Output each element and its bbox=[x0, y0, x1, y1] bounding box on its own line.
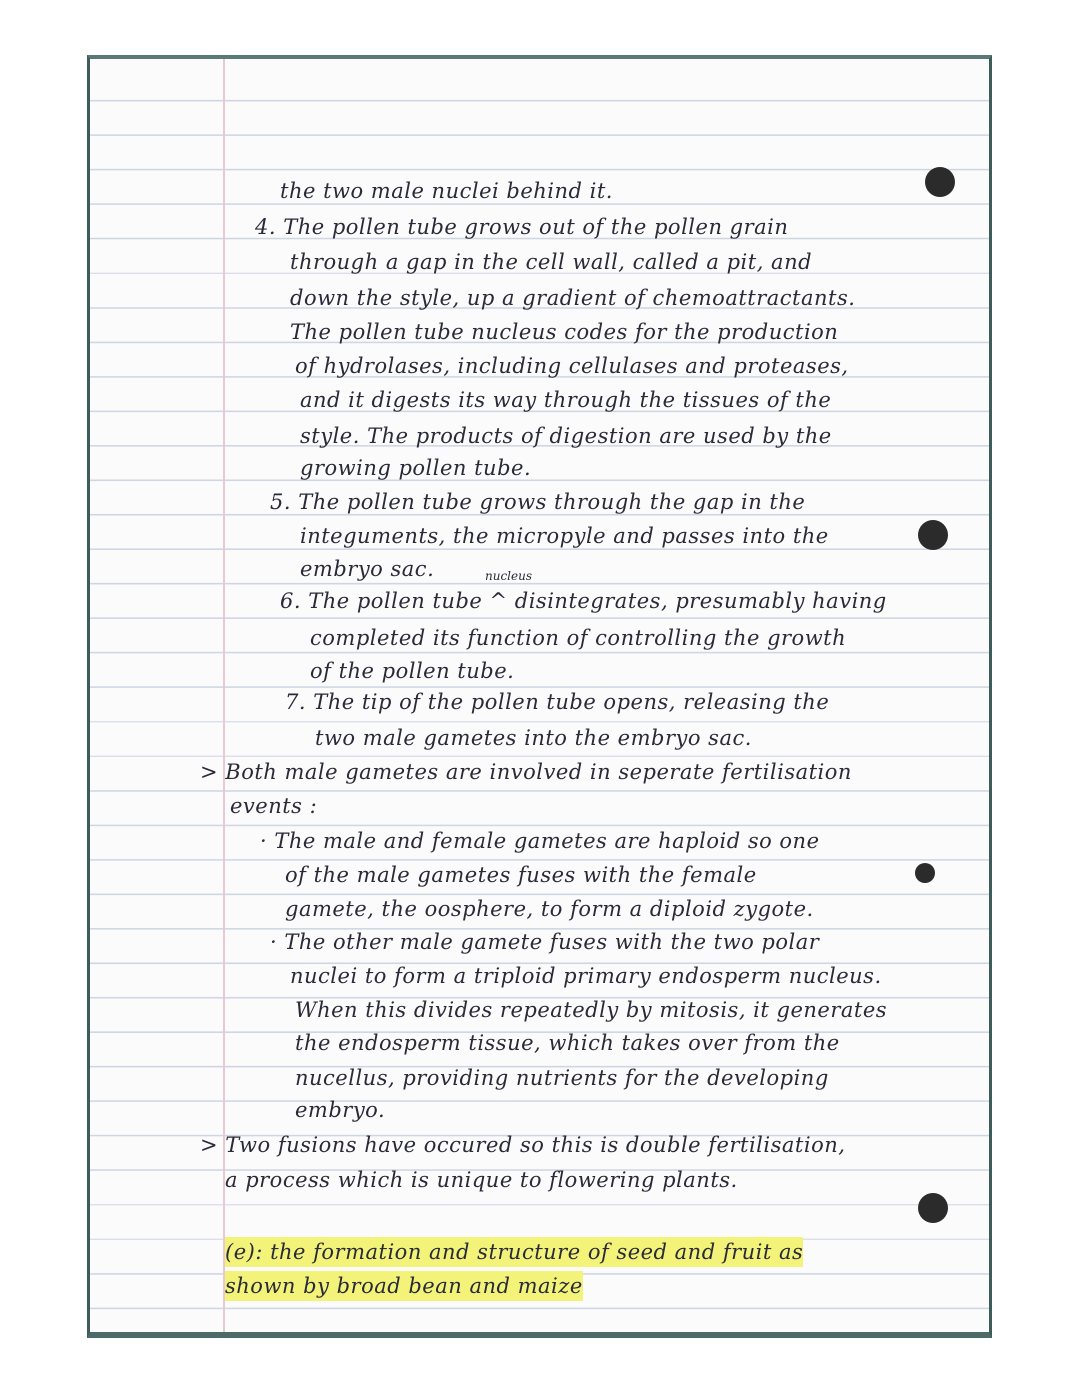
section-heading-line: (e): the formation and structure of seed and fruit as bbox=[225, 1237, 803, 1267]
note-line: embryo sac. bbox=[300, 557, 435, 581]
binder-hole-small bbox=[915, 863, 935, 883]
note-line: completed its function of controlling the growth bbox=[310, 626, 847, 650]
note-line: The pollen tube nucleus codes for the production bbox=[290, 320, 839, 344]
notebook-page bbox=[87, 55, 992, 1338]
binder-hole-top bbox=[925, 167, 955, 197]
note-line: 4. The pollen tube grows out of the pollen grain bbox=[255, 215, 789, 239]
note-line: 7. The tip of the pollen tube opens, releasing the bbox=[285, 690, 830, 714]
note-line: embryo. bbox=[295, 1098, 386, 1122]
note-line: a process which is unique to flowering plants. bbox=[225, 1168, 738, 1192]
note-line: down the style, up a gradient of chemoattractants. bbox=[290, 286, 856, 310]
note-line: through a gap in the cell wall, called a pit, and bbox=[290, 250, 813, 274]
note-line: · The male and female gametes are haploid so one bbox=[260, 829, 820, 853]
note-line: two male gametes into the embryo sac. bbox=[315, 726, 752, 750]
note-line: When this divides repeatedly by mitosis, it generates bbox=[295, 998, 888, 1022]
note-line: the endosperm tissue, which takes over from the bbox=[295, 1031, 840, 1055]
insertion-word: nucleus bbox=[485, 569, 533, 583]
note-line: integuments, the micropyle and passes into the bbox=[300, 524, 829, 548]
note-line: > Both male gametes are involved in seperate fertilisation bbox=[200, 760, 852, 784]
note-line: 6. The pollen tube ^ disintegrates, presumably having bbox=[280, 589, 887, 613]
note-line: and it digests its way through the tissues of the bbox=[300, 388, 832, 412]
note-line: 5. The pollen tube grows through the gap in the bbox=[270, 490, 806, 514]
note-line: nucellus, providing nutrients for the developing bbox=[295, 1066, 829, 1090]
note-line: of the pollen tube. bbox=[310, 659, 515, 683]
note-line: nuclei to form a triploid primary endosperm nucleus. bbox=[290, 964, 882, 988]
binder-hole-middle bbox=[918, 520, 948, 550]
note-line: style. The products of digestion are used by the bbox=[300, 424, 832, 448]
note-line: the two male nuclei behind it. bbox=[280, 179, 613, 203]
note-line: of the male gametes fuses with the female bbox=[285, 863, 757, 887]
note-line: growing pollen tube. bbox=[300, 456, 532, 480]
binder-hole-bottom bbox=[918, 1193, 948, 1223]
note-line: events : bbox=[230, 794, 318, 818]
section-heading-line: shown by broad bean and maize bbox=[225, 1271, 583, 1301]
note-line: of hydrolases, including cellulases and proteases, bbox=[295, 354, 849, 378]
note-line: > Two fusions have occured so this is double fertilisation, bbox=[200, 1133, 846, 1157]
note-line: gamete, the oosphere, to form a diploid zygote. bbox=[285, 897, 814, 921]
note-line: · The other male gamete fuses with the two polar bbox=[270, 930, 820, 954]
